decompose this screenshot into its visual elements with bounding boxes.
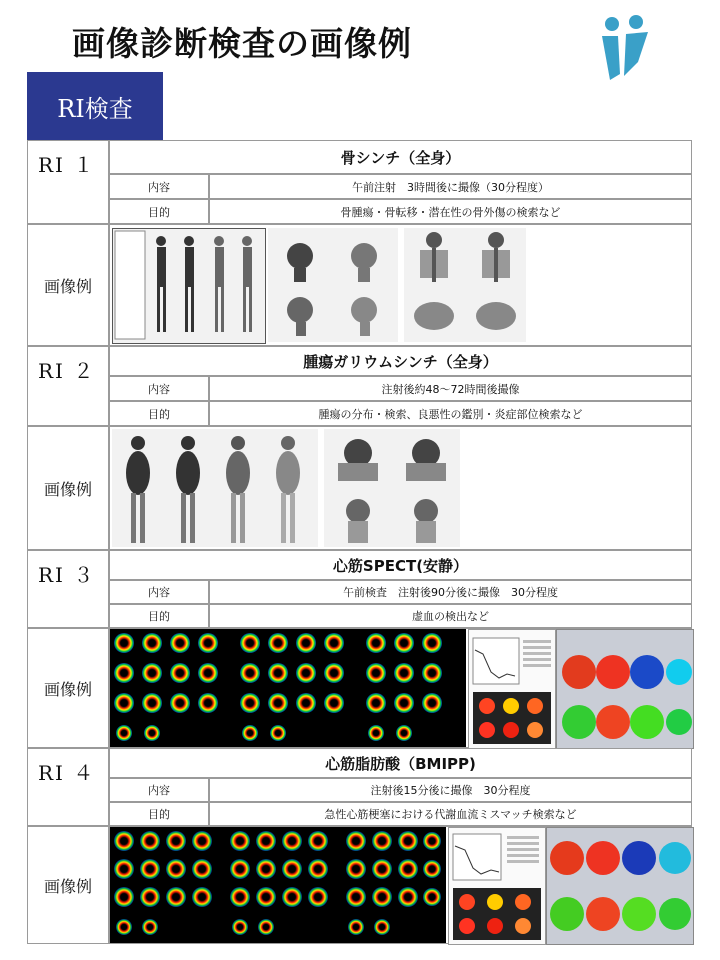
gallium-scan-image [112, 429, 318, 547]
section-title: 心筋脂肪酸（BMIPP) [109, 748, 692, 778]
spect-slices-image [110, 629, 466, 747]
section-title: 骨シンチ（全身） [109, 140, 692, 174]
image-example-label: 画像例 [27, 224, 109, 346]
row-value: 急性心筋梗塞における代謝血流ミスマッチ検索など [209, 802, 692, 826]
row-key: 内容 [109, 778, 209, 802]
bone-scan-torso-image [404, 228, 526, 342]
section-id: RI １ [27, 140, 109, 224]
image-area [109, 426, 692, 550]
section-ri-1 [27, 140, 692, 346]
bone-scan-image [112, 228, 266, 344]
section-badge: RI検査 [27, 72, 163, 140]
bmipp-report-image [448, 827, 546, 945]
bmipp-slices-image [110, 827, 446, 943]
image-area [109, 224, 692, 346]
section-id: RI ３ [27, 550, 109, 628]
polar-map-image [556, 629, 694, 749]
section-ri-2 [27, 346, 692, 550]
section-id: RI ４ [27, 748, 109, 826]
row-key: 目的 [109, 604, 209, 628]
row-value: 午前検査 注射後90分後に撮像 30分程度 [209, 580, 692, 604]
image-area [109, 628, 692, 748]
row-key: 内容 [109, 174, 209, 199]
image-example-label: 画像例 [27, 426, 109, 550]
section-ri-3 [27, 550, 692, 748]
row-value: 虚血の検出など [209, 604, 692, 628]
bone-scan-head-image [268, 228, 398, 342]
row-value: 注射後15分後に撮像 30分程度 [209, 778, 692, 802]
image-area [109, 826, 692, 944]
row-key: 内容 [109, 580, 209, 604]
spect-report-image [468, 629, 556, 749]
page-title: 画像診断検査の画像例 [72, 24, 412, 63]
section-ri-4 [27, 748, 692, 944]
row-value: 骨腫瘍・骨転移・潜在性の骨外傷の検索など [209, 199, 692, 224]
row-value: 午前注射 3時間後に撮像（30分程度） [209, 174, 692, 199]
row-key: 目的 [109, 802, 209, 826]
row-key: 内容 [109, 376, 209, 401]
section-title: 腫瘍ガリウムシンチ（全身） [109, 346, 692, 376]
gallium-scan-detail-image [324, 429, 460, 547]
section-id: RI ２ [27, 346, 109, 426]
row-key: 目的 [109, 401, 209, 426]
row-value: 腫瘍の分布・検索、良悪性の鑑別・炎症部位検索など [209, 401, 692, 426]
row-value: 注射後約48～72時間後撮像 [209, 376, 692, 401]
image-example-label: 画像例 [27, 826, 109, 944]
row-key: 目的 [109, 199, 209, 224]
section-title: 心筋SPECT(安静） [109, 550, 692, 580]
logo-icon [598, 14, 654, 84]
bmipp-polar-map-image [546, 827, 694, 945]
image-example-label: 画像例 [27, 628, 109, 748]
